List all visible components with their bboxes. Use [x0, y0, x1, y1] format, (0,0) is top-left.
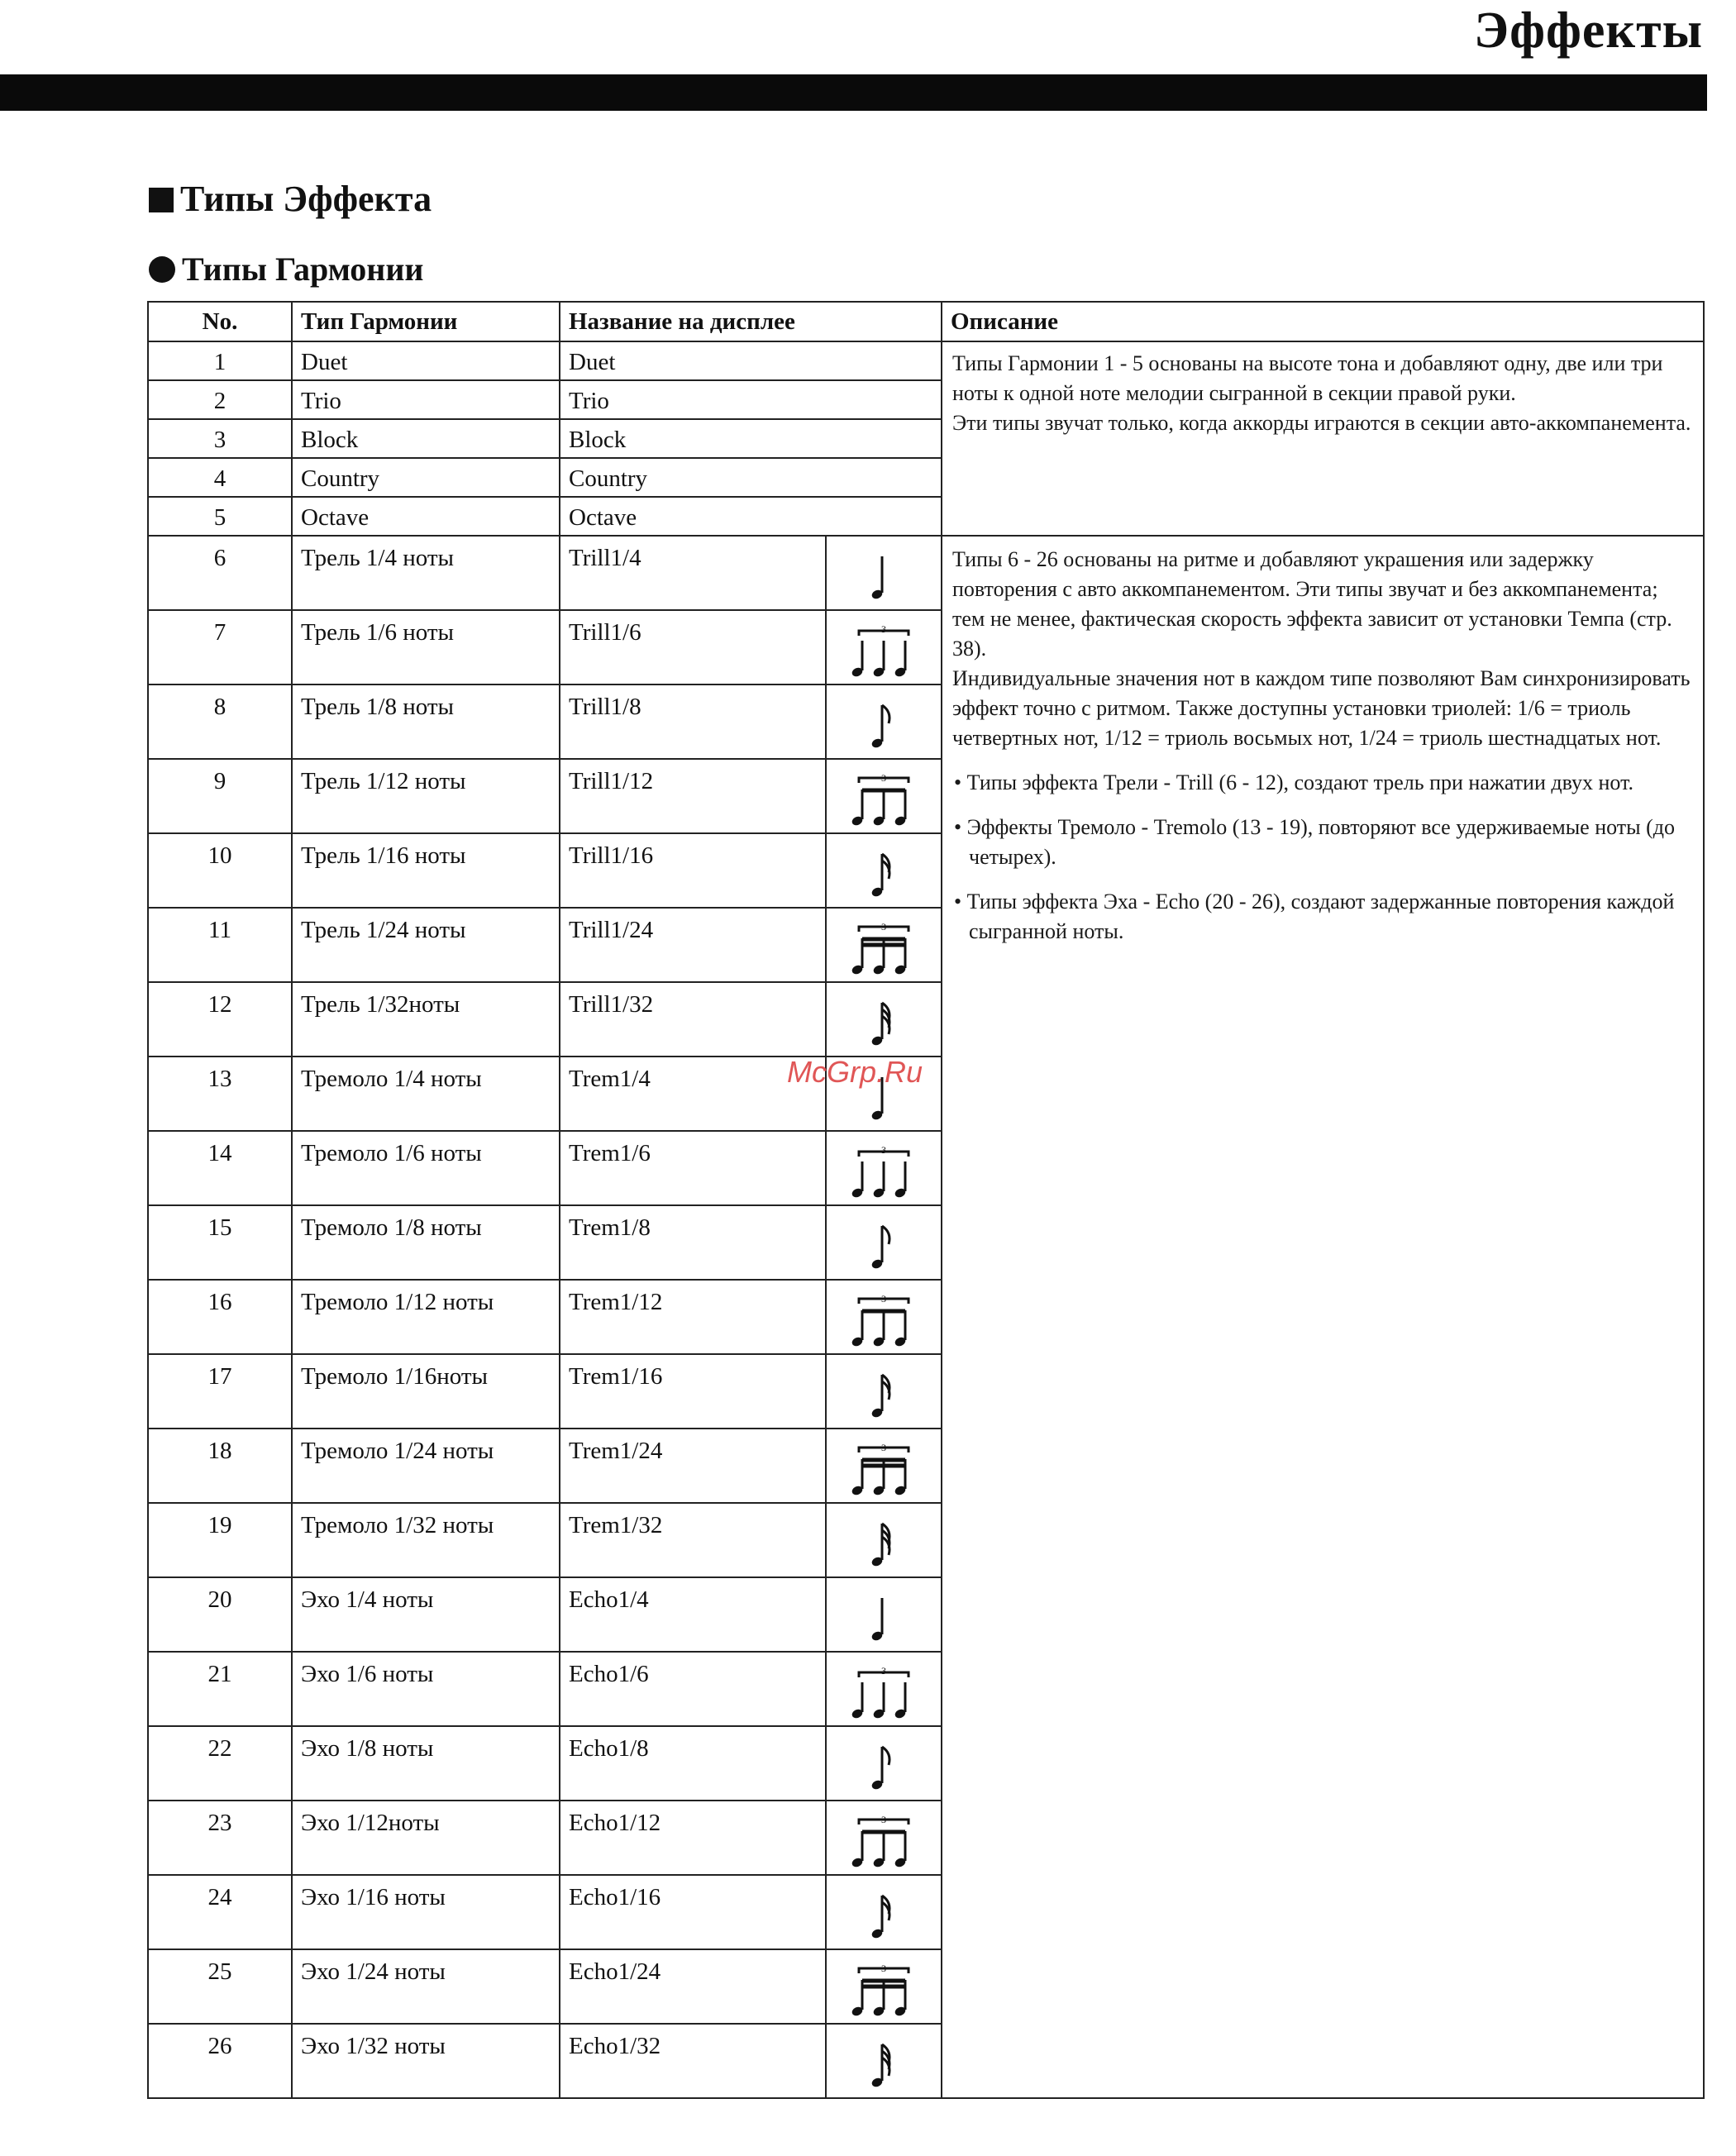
cell-note — [826, 610, 942, 684]
cell-type: Эхо 1/6 ноты — [292, 1652, 560, 1726]
sixteenth-note-icon — [844, 844, 923, 905]
svg-text:3: 3 — [881, 623, 886, 635]
cell-display: Trem1/6 — [560, 1131, 826, 1205]
cell-type: Тремоло 1/24 ноты — [292, 1429, 560, 1503]
page-title: Эффекты — [1474, 2, 1703, 59]
cell-type: Трель 1/12 ноты — [292, 759, 560, 833]
cell-display: Echo1/4 — [560, 1577, 826, 1652]
cell-note — [826, 1875, 942, 1949]
cell-type: Трель 1/32ноты — [292, 982, 560, 1057]
sub-heading — [149, 250, 423, 289]
cell-note — [826, 759, 942, 833]
header-no: No. — [148, 302, 292, 341]
cell-no: 10 — [148, 833, 292, 908]
svg-text:3: 3 — [881, 1814, 886, 1825]
svg-text:3: 3 — [881, 1442, 886, 1453]
cell-type: Трель 1/8 ноты — [292, 684, 560, 759]
svg-text:3: 3 — [881, 1293, 886, 1305]
cell-no: 11 — [148, 908, 292, 982]
cell-no: 18 — [148, 1429, 292, 1503]
cell-display: Trem1/8 — [560, 1205, 826, 1280]
cell-display: Echo1/32 — [560, 2024, 826, 2098]
cell-display: Trio — [560, 380, 942, 419]
cell-no: 24 — [148, 1875, 292, 1949]
cell-display: Trill1/24 — [560, 908, 826, 982]
cell-type: Трель 1/6 ноты — [292, 610, 560, 684]
quarter-triplet-icon — [844, 1662, 923, 1724]
cell-type: Тремоло 1/32 ноты — [292, 1503, 560, 1577]
cell-note — [826, 908, 942, 982]
cell-no: 20 — [148, 1577, 292, 1652]
cell-display: Duet — [560, 341, 942, 380]
eighth-triplet-icon — [844, 1811, 923, 1872]
cell-display: Trill1/8 — [560, 684, 826, 759]
cell-no: 17 — [148, 1354, 292, 1429]
svg-text:3: 3 — [881, 1665, 886, 1677]
eighth-triplet-icon — [844, 1290, 923, 1352]
quarter-triplet-icon — [844, 621, 923, 682]
cell-type: Block — [292, 419, 560, 458]
cell-type: Тремоло 1/4 ноты — [292, 1057, 560, 1131]
cell-note — [826, 1726, 942, 1801]
table-row — [148, 341, 1704, 380]
cell-type: Тремоло 1/12 ноты — [292, 1280, 560, 1354]
cell-note — [826, 1280, 942, 1354]
cell-display: Block — [560, 419, 942, 458]
sub-heading-text: Типы Гармонии — [182, 250, 424, 288]
cell-display: Octave — [560, 497, 942, 536]
quarter-triplet-icon — [844, 1142, 923, 1203]
cell-note — [826, 1354, 942, 1429]
cell-note — [826, 536, 942, 610]
cell-type: Тремоло 1/8 ноты — [292, 1205, 560, 1280]
cell-display: Echo1/6 — [560, 1652, 826, 1726]
cell-display: Trill1/6 — [560, 610, 826, 684]
cell-type: Эхо 1/32 ноты — [292, 2024, 560, 2098]
cell-no: 4 — [148, 458, 292, 497]
cell-note — [826, 2024, 942, 2098]
cell-display: Trill1/32 — [560, 982, 826, 1057]
cell-display: Trem1/12 — [560, 1280, 826, 1354]
cell-type: Тремоло 1/16ноты — [292, 1354, 560, 1429]
cell-type: Эхо 1/4 ноты — [292, 1577, 560, 1652]
cell-type: Country — [292, 458, 560, 497]
cell-note — [826, 1429, 942, 1503]
quarter-note-icon — [844, 1588, 923, 1649]
cell-no: 3 — [148, 419, 292, 458]
cell-no: 14 — [148, 1131, 292, 1205]
cell-display: Trill1/16 — [560, 833, 826, 908]
cell-type: Трель 1/16 ноты — [292, 833, 560, 908]
eighth-note-icon — [844, 1737, 923, 1798]
cell-note — [826, 1652, 942, 1726]
table-header-row — [148, 302, 1704, 341]
cell-type: Эхо 1/16 ноты — [292, 1875, 560, 1949]
cell-type: Эхо 1/8 ноты — [292, 1726, 560, 1801]
svg-text:3: 3 — [881, 1963, 886, 1974]
cell-display: Echo1/12 — [560, 1801, 826, 1875]
eighth-note-icon — [844, 1216, 923, 1277]
svg-text:3: 3 — [881, 1144, 886, 1156]
sixteenth-triplet-icon — [844, 1960, 923, 2021]
cell-type: Эхо 1/24 ноты — [292, 1949, 560, 2024]
description-paragraph: Индивидуальные значения нот в каждом типе позволяют Вам синхронизировать эффект точно с ритмом. Также доступны установки триолей: 1/6 = триоль четвертных нот, 1/12 = триоль восьмых нот, 1/24 = триоль шестнадцатых нот. — [952, 666, 1691, 750]
cell-no: 26 — [148, 2024, 292, 2098]
cell-note — [826, 1801, 942, 1875]
cell-no: 2 — [148, 380, 292, 419]
cell-note — [826, 1205, 942, 1280]
cell-no: 19 — [148, 1503, 292, 1577]
cell-no: 15 — [148, 1205, 292, 1280]
description-rhythm — [942, 536, 1704, 2098]
cell-type: Trio — [292, 380, 560, 419]
square-bullet-icon — [149, 188, 174, 212]
cell-type: Тремоло 1/6 ноты — [292, 1131, 560, 1205]
cell-no: 12 — [148, 982, 292, 1057]
sixteenth-note-icon — [844, 1886, 923, 1947]
description-paragraph: Эти типы звучат только, когда аккорды играются в секции авто-аккомпанемента. — [952, 411, 1691, 435]
cell-display: Trem1/24 — [560, 1429, 826, 1503]
section-heading — [149, 178, 432, 220]
thirty-second-note-icon — [844, 1514, 923, 1575]
description-paragraph: • Типы эффекта Трели - Trill (6 - 12), создают трель при нажатии двух нот. — [954, 770, 1633, 794]
quarter-note-icon — [844, 546, 923, 608]
eighth-note-icon — [844, 695, 923, 756]
thirty-second-note-icon — [844, 993, 923, 1054]
cell-note — [826, 1577, 942, 1652]
cell-no: 25 — [148, 1949, 292, 2024]
cell-display: Trill1/12 — [560, 759, 826, 833]
thirty-second-note-icon — [844, 2034, 923, 2096]
cell-type: Трель 1/24 ноты — [292, 908, 560, 982]
cell-display: Trem1/4 — [560, 1057, 826, 1131]
cell-display: Trill1/4 — [560, 536, 826, 610]
cell-no: 6 — [148, 536, 292, 610]
cell-type: Duet — [292, 341, 560, 380]
description-harmony — [942, 341, 1704, 536]
cell-note — [826, 684, 942, 759]
description-paragraph: Типы Гармонии 1 - 5 основаны на высоте тона и добавляют одну, две или три ноты к одной ноте мелодии сыгранной в секции правой руки. — [952, 351, 1663, 405]
sixteenth-triplet-icon — [844, 1439, 923, 1500]
cell-no: 23 — [148, 1801, 292, 1875]
table-row — [148, 536, 1704, 610]
cell-display: Country — [560, 458, 942, 497]
cell-type: Эхо 1/12ноты — [292, 1801, 560, 1875]
cell-note — [826, 1949, 942, 2024]
description-paragraph: • Типы эффекта Эха - Echo (20 - 26), создают задержанные повторения каждой сыгранной ноты. — [954, 890, 1675, 943]
svg-text:3: 3 — [881, 921, 886, 933]
section-heading-text: Типы Эффекта — [180, 179, 432, 219]
cell-type: Octave — [292, 497, 560, 536]
watermark: McGrp.Ru — [787, 1055, 923, 1089]
cell-no: 5 — [148, 497, 292, 536]
sixteenth-triplet-icon — [844, 918, 923, 980]
cell-note — [826, 1503, 942, 1577]
cell-note — [826, 833, 942, 908]
cell-no: 13 — [148, 1057, 292, 1131]
svg-text:3: 3 — [881, 772, 886, 784]
cell-note — [826, 982, 942, 1057]
eighth-triplet-icon — [844, 770, 923, 831]
cell-display: Echo1/8 — [560, 1726, 826, 1801]
cell-no: 7 — [148, 610, 292, 684]
header-desc: Описание — [942, 302, 1704, 341]
cell-no: 1 — [148, 341, 292, 380]
description-paragraph: Типы 6 - 26 основаны на ритме и добавляют украшения или задержку повторения с авто аккомпанементом. Эти типы звучат и без аккомпанемента; тем не менее, фактическая скорость эффекта зависит от установки Темпа (стр. 38). — [952, 547, 1672, 661]
circle-bullet-icon — [149, 256, 175, 283]
header-type: Тип Гармонии — [292, 302, 560, 341]
description-paragraph: • Эффекты Тремоло - Tremolo (13 - 19), повторяют все удерживаемые ноты (до четырех). — [954, 815, 1675, 869]
effects-table — [147, 301, 1705, 2099]
cell-display: Echo1/24 — [560, 1949, 826, 2024]
cell-no: 9 — [148, 759, 292, 833]
header-display: Название на дисплее — [560, 302, 942, 341]
cell-no: 8 — [148, 684, 292, 759]
cell-no: 21 — [148, 1652, 292, 1726]
cell-note — [826, 1131, 942, 1205]
cell-display: Trem1/16 — [560, 1354, 826, 1429]
cell-display: Echo1/16 — [560, 1875, 826, 1949]
cell-no: 22 — [148, 1726, 292, 1801]
cell-display: Trem1/32 — [560, 1503, 826, 1577]
cell-no: 16 — [148, 1280, 292, 1354]
cell-type: Трель 1/4 ноты — [292, 536, 560, 610]
sixteenth-note-icon — [844, 1365, 923, 1426]
title-bar — [0, 74, 1707, 111]
